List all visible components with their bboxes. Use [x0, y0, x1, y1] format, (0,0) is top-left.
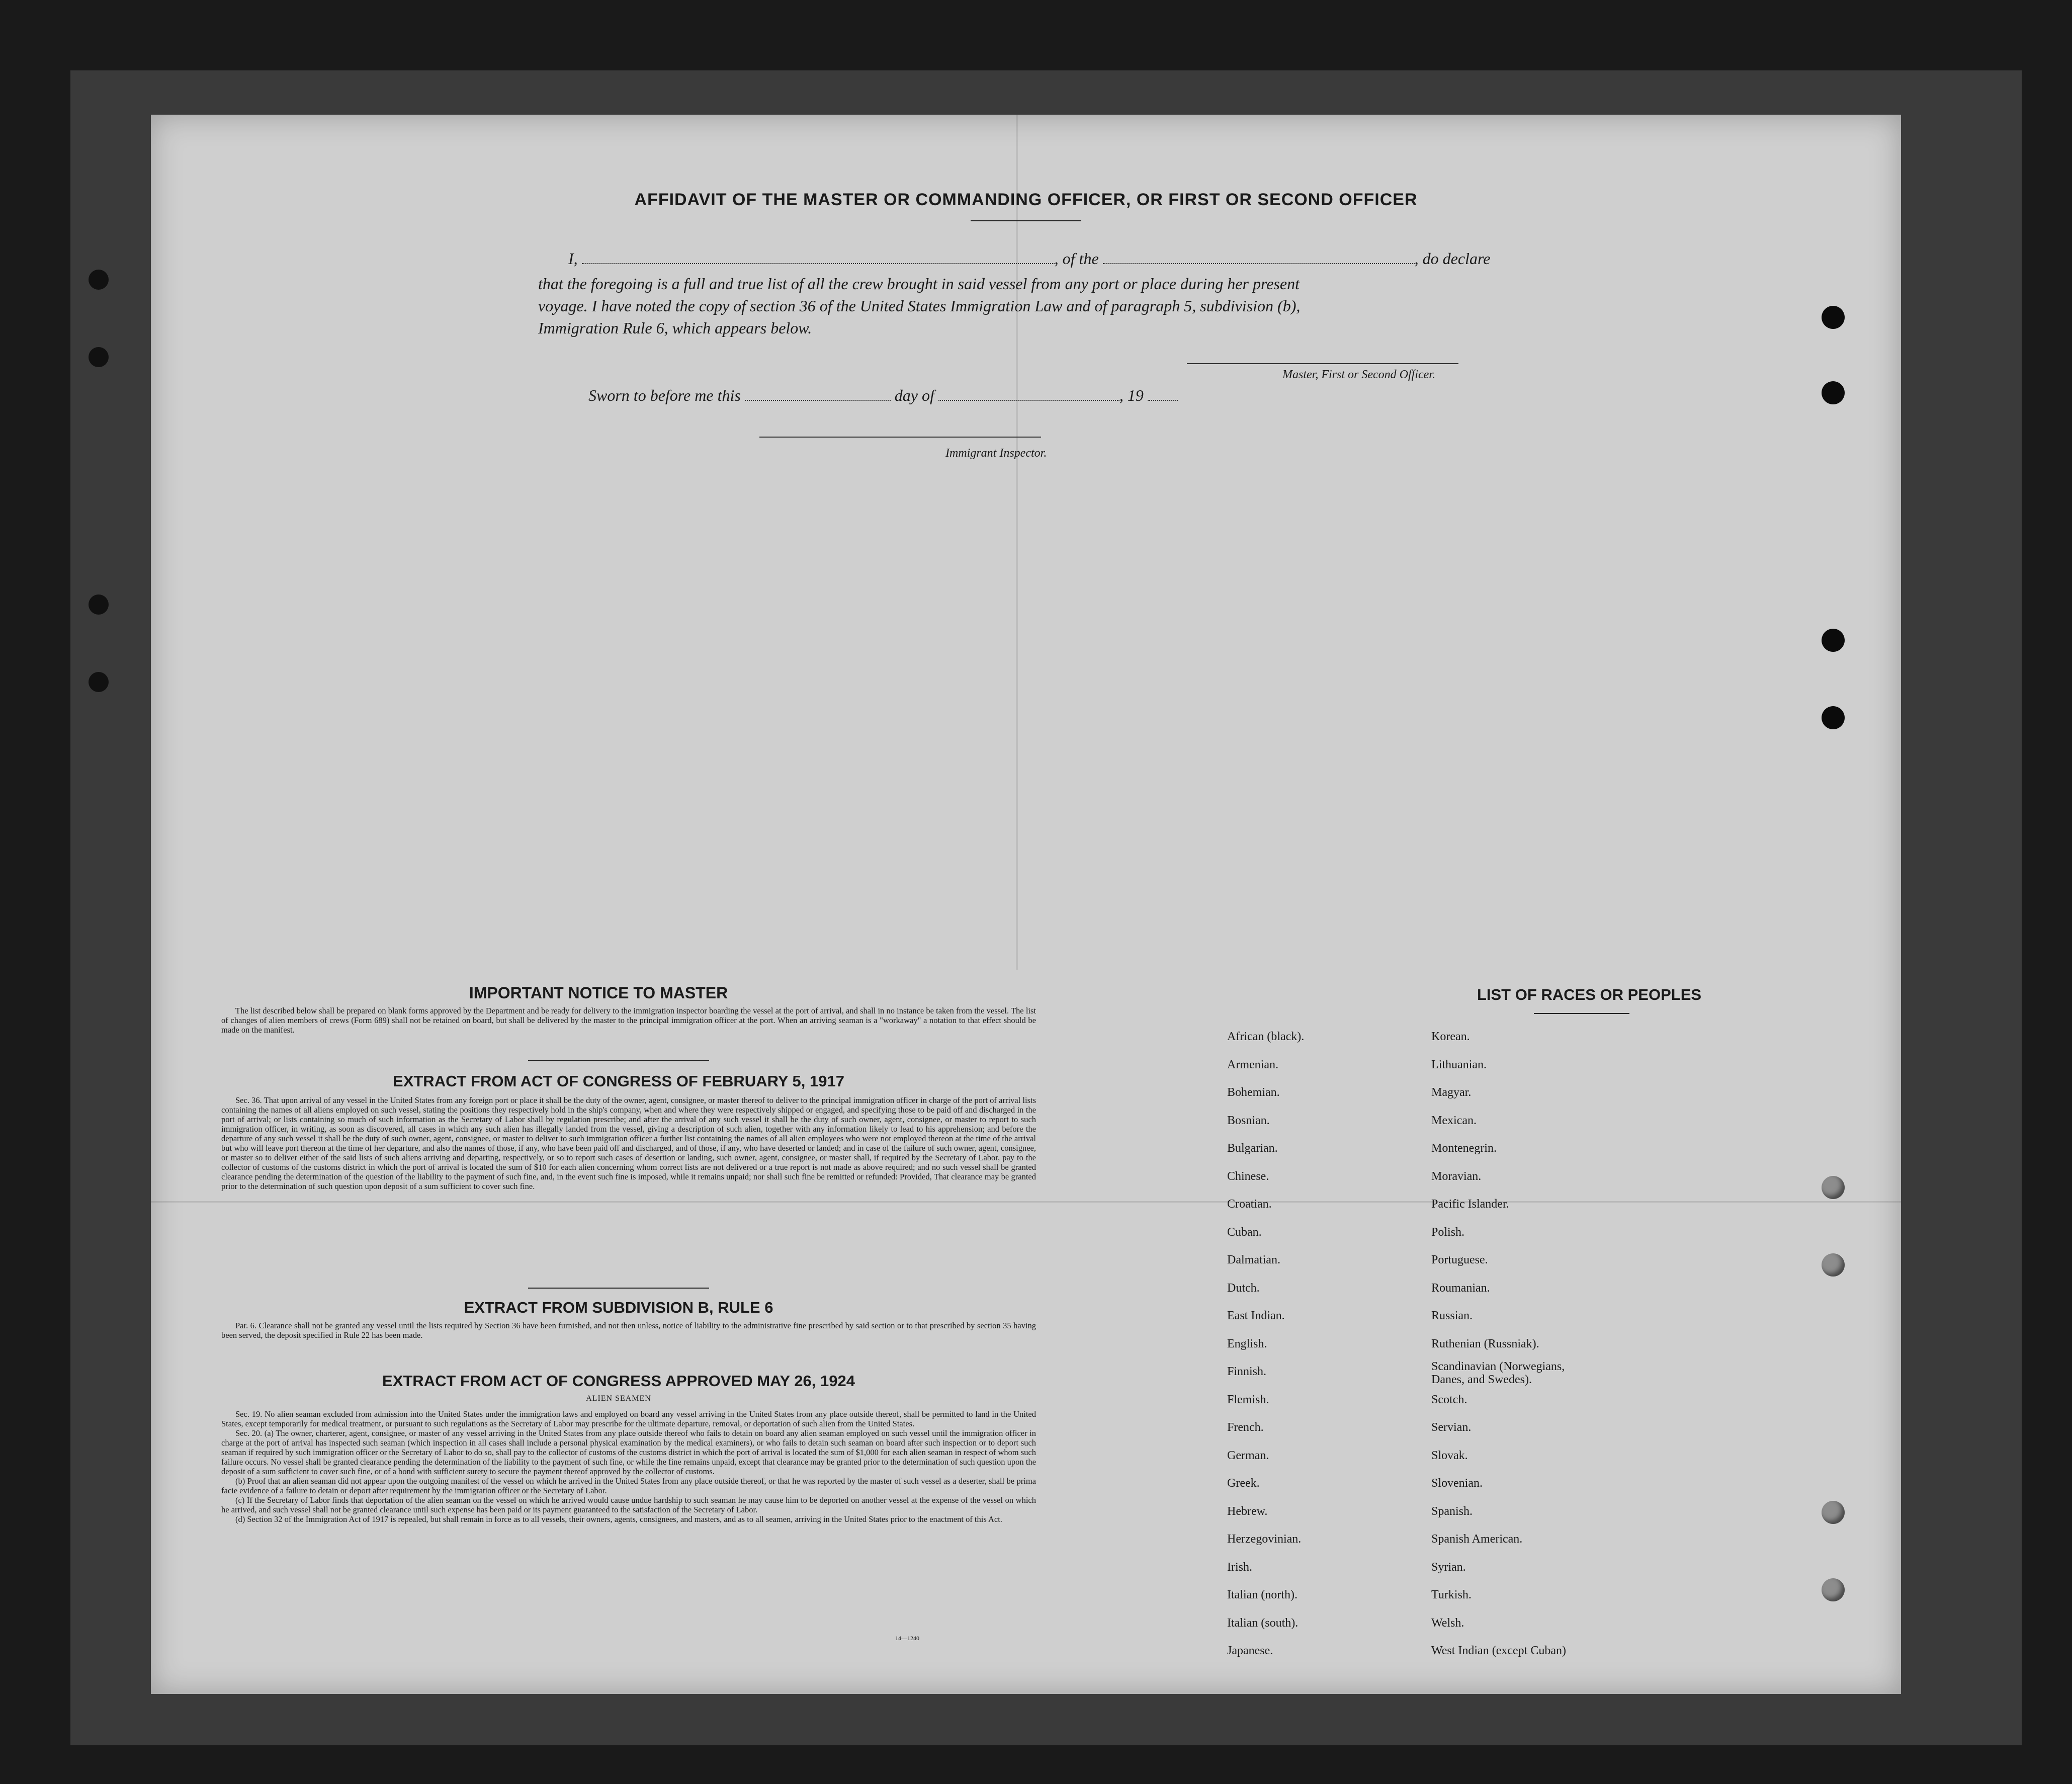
races-title-underline: [1534, 1013, 1629, 1014]
affidavit-title: AFFIDAVIT OF THE MASTER OR COMMANDING OFFICER, OR FIRST OR SECOND OFFICER: [634, 190, 1418, 209]
race-item: Bulgarian.: [1227, 1142, 1278, 1155]
binding-hole: [89, 347, 109, 367]
race-item: Greek.: [1227, 1477, 1260, 1490]
affidavit-do-declare: , do declare: [1414, 249, 1491, 268]
manifest-back-page: [151, 115, 1901, 1694]
race-item: German.: [1227, 1449, 1269, 1462]
year-blank: [1148, 400, 1178, 401]
race-item: Montenegrin.: [1431, 1142, 1497, 1155]
extract-1924-sec20b: (b) Proof that an alien seaman did not appear upon the outgoing manifest of the vessel on which he arrived in the United States from any place outside thereof, or that he was reported by the master of such vessel as a deserter, shall be prima facie evidence of a failure to detain or deport after requirement by the immigration officer or the Secretary of Labor.: [221, 1476, 1036, 1495]
notice-title: IMPORTANT NOTICE TO MASTER: [469, 984, 728, 1002]
punch-hole: [1822, 706, 1845, 729]
affidavit-line-4: Immigration Rule 6, which appears below.: [538, 319, 812, 337]
affidavit-line-2: that the foregoing is a full and true list of all the crew brought in said vessel from any port or place during her present: [538, 275, 1300, 293]
name-blank: [582, 263, 1055, 264]
race-item: Syrian.: [1431, 1560, 1466, 1574]
notice-paragraph: The list described below shall be prepared on blank forms approved by the Department and be ready for delivery to the immigration inspector boarding the vessel at the port of arrival, and shall in no instance be taken from the vessel. The list of changes of alien members of crews (Form 689) shall not be retained on board, but shall be delivered by the master to the principal immigration officer at the port. When an arriving seaman is a "workaway" a notation to that effect should be made on the manifest.: [221, 1006, 1036, 1035]
race-item: Hebrew.: [1227, 1504, 1268, 1518]
race-item: Scandinavian (Norwegians, Danes, and Swedes).: [1431, 1360, 1565, 1386]
race-item: French.: [1227, 1421, 1264, 1434]
race-item: East Indian.: [1227, 1309, 1285, 1322]
race-item: Armenian.: [1227, 1058, 1278, 1071]
month-blank: [938, 400, 1119, 401]
sworn-line: [588, 386, 1178, 405]
punch-hole: [1822, 1578, 1845, 1601]
extract-1924-body: [221, 1409, 1036, 1524]
affidavit-line-3: voyage. I have noted the copy of section 36 of the United States Immigration Law and of paragraph 5, subdivision (b),: [538, 297, 1301, 315]
race-item: Servian.: [1431, 1421, 1472, 1434]
extract-1924-sec20a: Sec. 20. (a) The owner, charterer, agent, consignee, or master of any vessel arriving in the United States from any place outside thereof who fails to detain on board any alien seaman employed on such vessel until the immigration officer in charge at the port of arrival has inspected such seaman (which inspection in all cases shall include a personal physical examination by the medical examiners), or who fails to detain such seaman on board after such inspection or to deport such seaman if required by such immigration officer or the Secretary of Labor to do so, shall pay to the collector of customs of the customs district in which the port of arrival is located the sum of $1,000 for each alien seaman in respect of whom such failure occurs. No vessel shall be granted clearance pending the determination of the liability to the payment of such fine, or while the fine remains unpaid, except that clearance may be granted prior to the determination of such question upon the deposit of a sum sufficient to cover such fine, or of a bond with sufficient surety to secure the payment thereof approved by the collector of customs.: [221, 1428, 1036, 1476]
race-item: Bohemian.: [1227, 1086, 1280, 1099]
master-signature-line: [1187, 363, 1458, 364]
race-item: Mexican.: [1431, 1114, 1477, 1127]
binding-hole: [89, 672, 109, 692]
race-item: Spanish American.: [1431, 1533, 1523, 1546]
divider: [528, 1288, 709, 1289]
inspector-label: Immigrant Inspector.: [945, 447, 1047, 460]
extract-1924-sec20d: (d) Section 32 of the Immigration Act of 1917 is repealed, but shall remain in force as to all vessels, their owners, agents, consignees, and masters, and as to all seamen, arriving in the United States prior to the enactment of this Act.: [235, 1514, 1002, 1524]
binding-hole: [89, 270, 109, 290]
race-item: Korean.: [1431, 1030, 1470, 1043]
race-item: Finnish.: [1227, 1365, 1267, 1378]
sworn-prefix: Sworn to before me this: [588, 386, 741, 404]
affidavit-line-1: [568, 249, 1490, 268]
master-signature-label: Master, First or Second Officer.: [1282, 368, 1435, 381]
extract-1924-title: EXTRACT FROM ACT OF CONGRESS APPROVED MAY 26, 1924: [382, 1372, 855, 1390]
punch-hole: [1822, 306, 1845, 329]
notice-body: [221, 1006, 1036, 1035]
bleed-through-marks: [759, 437, 1061, 1040]
sworn-year: , 19: [1119, 386, 1144, 404]
race-item: Lithuanian.: [1431, 1058, 1487, 1071]
extract-1924-sec20c: (c) If the Secretary of Labor finds that deportation of the alien seaman on the vessel on which he arrived would cause undue hardship to such seaman he may cause him to be deported on another vessel at the expense of the vessel on which he arrived, and such vessel shall not be granted clearance until such expense has been paid or its payment guaranteed to the satisfaction of the Secretary of Labor.: [221, 1495, 1036, 1514]
race-item: Pacific Islander.: [1431, 1198, 1509, 1211]
race-item: Italian (north).: [1227, 1588, 1298, 1601]
punch-hole: [1822, 1501, 1845, 1524]
punch-hole: [1822, 381, 1845, 404]
race-item: Magyar.: [1431, 1086, 1472, 1099]
extract-rule6-paragraph: Par. 6. Clearance shall not be granted any vessel until the lists required by Section 36 have been furnished, and not then unless, notice of liability to the administrative fine prescribed by said section or to that prescribed by section 35 having been served, the deposit specified in Rule 22 has been made.: [221, 1321, 1036, 1340]
race-item: Polish.: [1431, 1225, 1465, 1239]
sworn-day-of: day of: [894, 386, 934, 404]
race-item: Irish.: [1227, 1560, 1252, 1574]
extract-rule6-body: [221, 1321, 1036, 1340]
binding-hole: [89, 594, 109, 615]
punch-hole: [1822, 629, 1845, 652]
punch-hole: [1822, 1176, 1845, 1199]
inspector-signature-line: [759, 437, 1041, 438]
race-item: Japanese.: [1227, 1644, 1273, 1657]
affidavit-of-the: , of the: [1054, 249, 1099, 268]
race-item: Scotch.: [1431, 1393, 1467, 1406]
affidavit-i: I,: [568, 249, 578, 268]
title-underline: [971, 220, 1081, 221]
race-item: Roumanian.: [1431, 1281, 1490, 1295]
race-item: Welsh.: [1431, 1616, 1464, 1630]
race-item: West Indian (except Cuban): [1431, 1644, 1566, 1657]
punch-hole: [1822, 1253, 1845, 1277]
races-right-column: [1431, 1023, 1643, 1665]
race-item: English.: [1227, 1337, 1267, 1350]
form-number: 14—1240: [895, 1635, 919, 1642]
race-item: Dutch.: [1227, 1281, 1260, 1295]
race-item: Bosnian.: [1227, 1114, 1270, 1127]
race-item: Chinese.: [1227, 1169, 1269, 1183]
race-item: Turkish.: [1431, 1588, 1472, 1601]
race-item: Spanish.: [1431, 1504, 1473, 1518]
extract-1924-sec19: Sec. 19. No alien seaman excluded from admission into the United States under the immigration laws and employed on board any vessel arriving in the United States from any place outside thereof, shall be permitted to land in the United States, except temporarily for medical treatment, or pursuant to such regulations as the Secretary of Labor may prescribe for the ultimate departure, removal, or deportation of such alien from the United States.: [221, 1409, 1036, 1428]
extract-1924-subtitle: ALIEN SEAMEN: [586, 1394, 651, 1403]
race-item: Ruthenian (Russniak).: [1431, 1337, 1539, 1350]
race-item: Italian (south).: [1227, 1616, 1299, 1630]
races-left-column: [1227, 1023, 1304, 1665]
race-item: Portuguese.: [1431, 1253, 1488, 1266]
day-blank: [745, 400, 891, 401]
races-title: LIST OF RACES OR PEOPLES: [1477, 986, 1702, 1003]
extract-1917-paragraph: Sec. 36. That upon arrival of any vessel in the United States from any foreign port or place it shall be the duty of the owner, agent, consignee, or master thereof to deliver to the principal immigration officer in charge of the port of arrival lists containing the names of all aliens employed on such vessel, stating the positions they respectively hold in the ship's company, when and where they were respectively shipped or engaged, and specifying those to be paid off and discharged in the port of arrival; or lists containing so much of such information as the Secretary of Labor shall by regulation prescribe; and after the arrival of any such vessel it shall be the duty of such owner, agent, consignee, or master to report to such immigration officer, in writing, as soon as discovered, all cases in which any such alien has illegally landed from the vessel, giving a description of such alien, together with any information likely to lead to his apprehension; and before the departure of any such vessel it shall be the duty of such owner, agent, consignee, or master to deliver to such immigration officer a further list containing the names of all alien employees who were not employed thereon at the time of the arrival but who will leave port thereon at the time of her departure, and also the names of those, if any, who have been paid off and discharged, and of those, if any, who have deserted or landed; and in case of the failure of such owner, agent, consignee, or master so to deliver either of the said lists of such aliens arriving and departing, respectively, or so to report such cases of desertion or landing, such owner, agent, consignee, or master shall, if required by the Secretary of Labor, pay to the collector of customs of the customs district in which the port of arrival is located the sum of $10 for each alien concerning whom correct lists are not delivered or a true report is not made as above required; and no such vessel shall be granted clearance pending the determination of the question of the liability to the payment of such fine, and, in the event such fine is imposed, while it remains unpaid; nor shall such fine be remitted or refunded: Provided, That clearance may be granted prior to the determination of such question upon deposit of a sum sufficient to cover such fine.: [221, 1095, 1036, 1191]
race-item: Slovenian.: [1431, 1477, 1483, 1490]
race-item: Cuban.: [1227, 1225, 1262, 1239]
race-item: Croatian.: [1227, 1198, 1272, 1211]
extract-1917-body: [221, 1095, 1036, 1191]
race-item: Herzegovinian.: [1227, 1533, 1302, 1546]
divider: [528, 1060, 709, 1061]
extract-rule6-title: EXTRACT FROM SUBDIVISION B, RULE 6: [464, 1299, 773, 1316]
extract-1917-title: EXTRACT FROM ACT OF CONGRESS OF FEBRUARY 5, 1917: [393, 1072, 844, 1090]
race-item: African (black).: [1227, 1030, 1305, 1043]
race-item: Flemish.: [1227, 1393, 1269, 1406]
race-item: Moravian.: [1431, 1169, 1482, 1183]
race-item: Slovak.: [1431, 1449, 1468, 1462]
vessel-blank: [1103, 263, 1415, 264]
race-item: Dalmatian.: [1227, 1253, 1280, 1266]
race-item: Russian.: [1431, 1309, 1473, 1322]
